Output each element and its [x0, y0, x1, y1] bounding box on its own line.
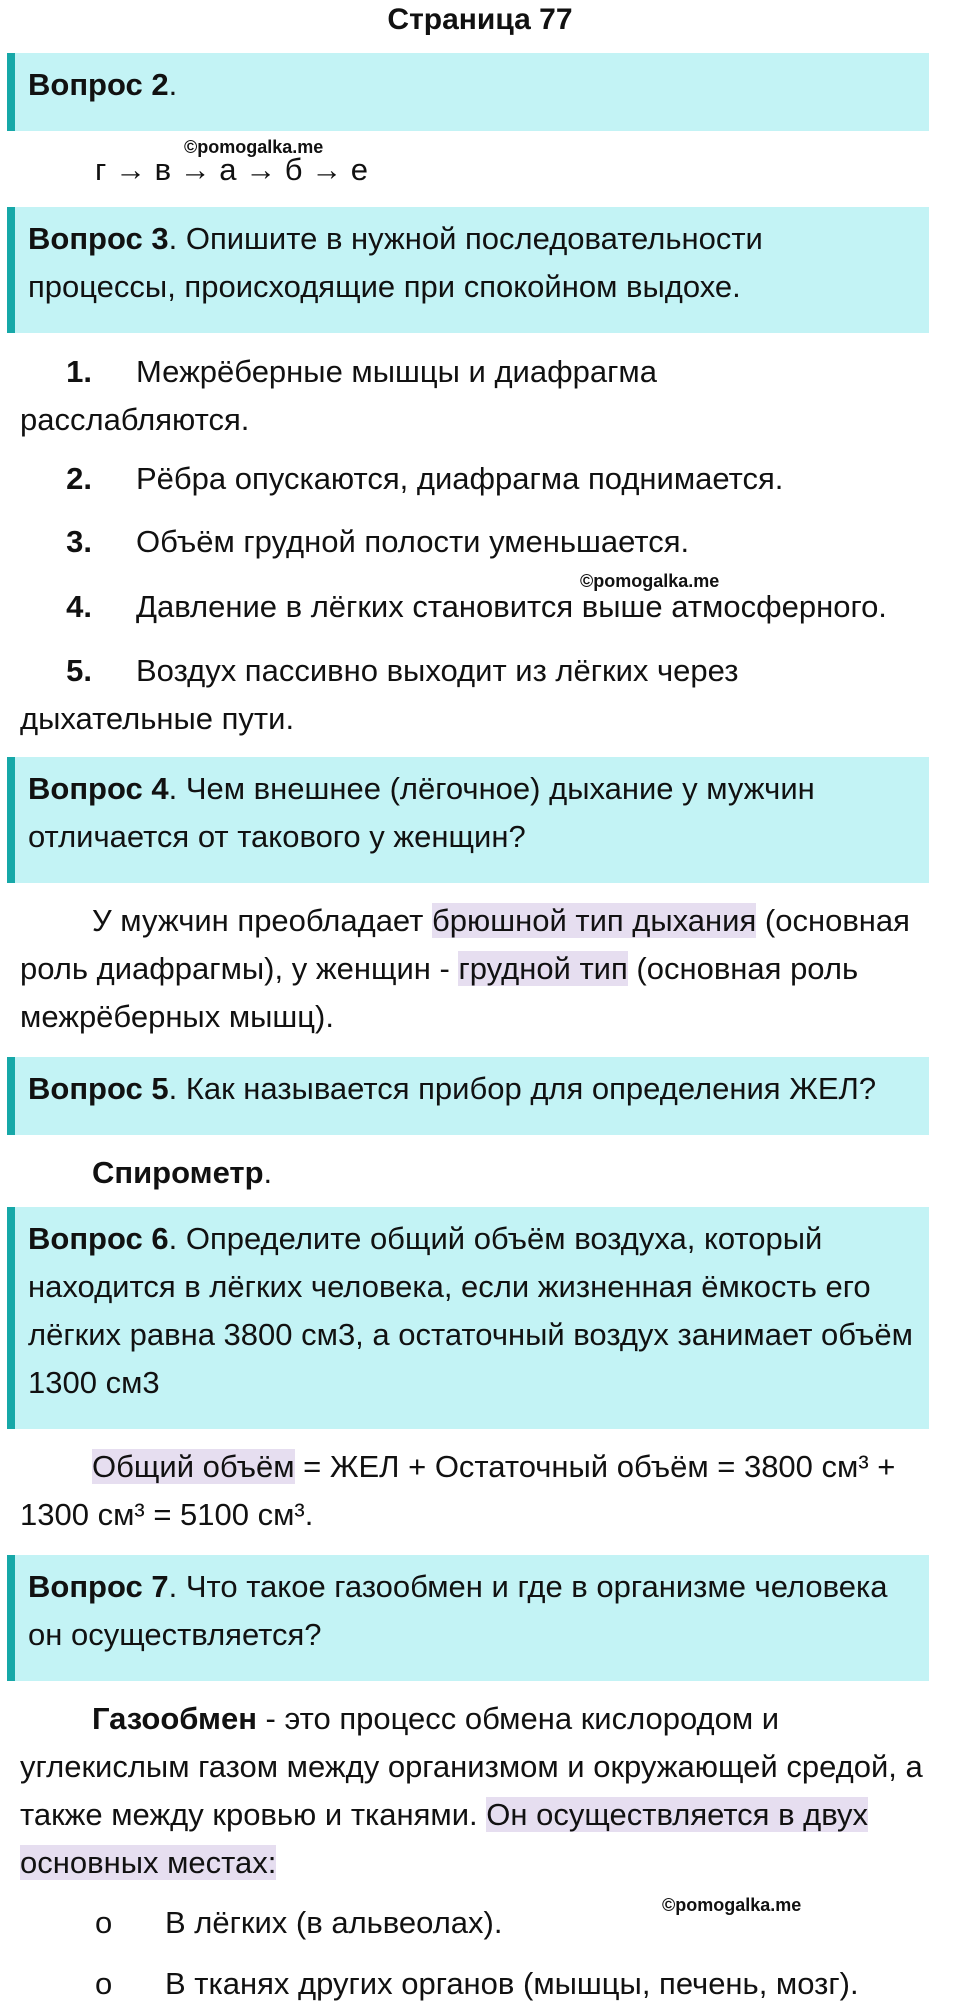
step-item: 1. Межрёберные мышцы и диафрагма [66, 354, 657, 389]
question-2-box [7, 53, 929, 131]
answer-4: У мужчин преобладает брюшной тип дыхания (основная роль диафрагмы), у женщин - грудной тип (основная роль межрёберных мышц). [20, 903, 910, 1034]
highlight: Общий объём [92, 1449, 295, 1484]
answer-7: Газообмен - это процесс обмена кислородом и углекислым газом между организмом и окружающей средой, а также между кровью и тканями. Он осуществляется в двух основных местах: [20, 1701, 923, 1880]
watermark: ©pomogalka.me [580, 571, 720, 591]
step-item: 3. Объём грудной полости уменьшается. [66, 524, 690, 559]
bullet-icon: o [95, 1966, 113, 2001]
question-7-text: . Что такое газообмен и где в организме человека он осуществляется? [28, 1569, 888, 1652]
highlight: Он осуществляется в двух основных местах: [20, 1797, 869, 1880]
page-title: Страница 77 [387, 3, 573, 36]
question-5-box [7, 1057, 929, 1135]
question-5-text: . Как называется прибор для определения ЖЕЛ? [168, 1071, 877, 1106]
answer-6: Общий объём = ЖЕЛ + Остаточный объём = 3800 см³ + 1300 см³ = 5100 см³. [20, 1449, 896, 1532]
question-6-label: Вопрос 6 [28, 1221, 169, 1256]
watermark: ©pomogalka.me [184, 137, 324, 157]
question-4-label: Вопрос 4 [28, 771, 169, 806]
highlight: грудной тип [458, 951, 628, 986]
question-7-box [7, 1555, 929, 1681]
question-3-label: Вопрос 3 [28, 221, 169, 256]
question-6-text: . Определите общий объём воздуха, который находится в лёгких человека, если жизненная ёмкость его лёгких равна 3800 см3, а остаточный воздух занимает объём 1300 см3 [28, 1221, 913, 1400]
question-5-label: Вопрос 5 [28, 1071, 169, 1106]
step-item: 5. Воздух пассивно выходит из лёгких через [66, 653, 739, 688]
arrow-icon: → [245, 152, 277, 187]
highlight: брюшной тип дыхания [431, 903, 757, 938]
question-2-label: Вопрос 2 [28, 67, 169, 102]
question-7-label: Вопрос 7 [28, 1569, 169, 1604]
arrow-icon: → [311, 152, 343, 187]
question-3-box [7, 207, 929, 333]
question-4-text: . Чем внешнее (лёгочное) дыхание у мужчин отличается от такового у женщин? [28, 771, 815, 854]
arrow-icon: → [114, 152, 146, 187]
list-item: o В лёгких (в альвеолах). [95, 1899, 503, 1947]
step-item: 4. Давление в лёгких становится выше атмосферного. [66, 589, 887, 624]
step-item: 2. Рёбра опускаются, диафрагма поднимается. [66, 461, 784, 496]
answer-5: Спирометр. [92, 1155, 273, 1190]
question-6-box [7, 1207, 929, 1429]
question-4-box [7, 757, 929, 883]
question-2-dot: . [168, 67, 178, 102]
watermark: ©pomogalka.me [662, 1895, 802, 1915]
arrow-icon: → [179, 152, 211, 187]
step-continuation: расслабляются. [20, 402, 250, 437]
step-continuation: дыхательные пути. [20, 701, 295, 736]
answer-2-sequence: г → в → а → б → е [95, 152, 369, 187]
list-item: o В тканях других органов (мышцы, печень, мозг). [95, 1960, 859, 2008]
question-3-text: . Опишите в нужной последовательности процессы, происходящие при спокойном выдохе. [28, 221, 763, 304]
bullet-icon: o [95, 1905, 113, 1940]
